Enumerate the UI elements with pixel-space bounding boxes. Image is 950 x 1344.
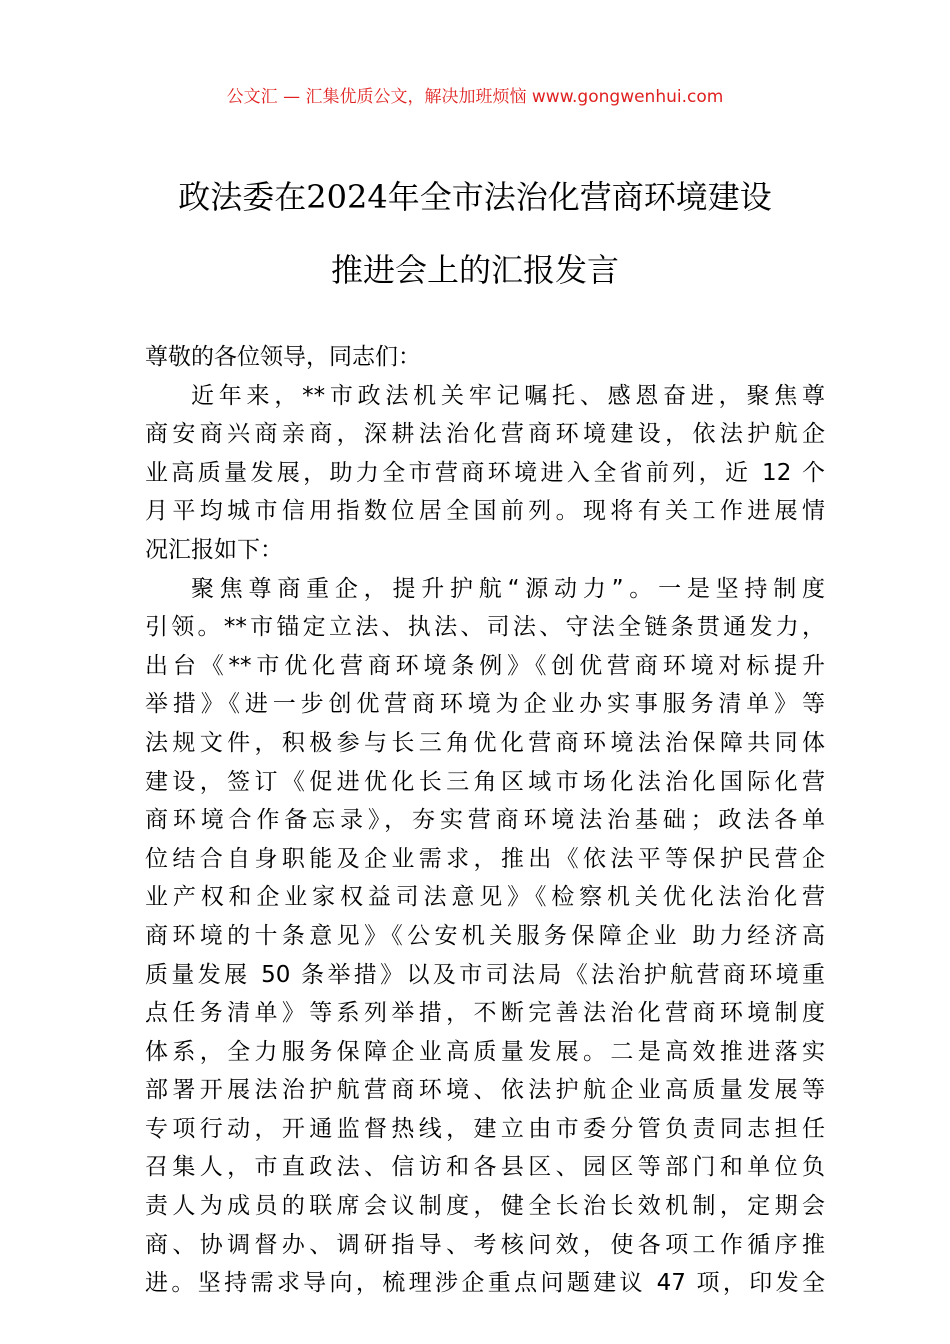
body-line: 商、协调督办、调研指导、考核问效，使各项工作循序推 [145,1231,825,1258]
body-line: 近年来，**市政法机关牢记嘱托、感恩奋进，聚焦尊 [191,382,825,409]
body-line: 举措》《进一步创优营商环境为企业办实事服务清单》等 [145,691,825,718]
body-line: 专项行动，开通监督热线，建立由市委分管负责同志担任 [145,1115,825,1142]
body-line: 进。坚持需求导向，梳理涉企重点问题建议 47 项，印发全 [145,1270,825,1297]
body-line: 点任务清单》等系列举措，不断完善法治化营商环境制度 [145,1000,825,1027]
body-line: 月平均城市信用指数位居全国前列。现将有关工作进展情 [145,498,825,525]
watermark-header: 公文汇 — 汇集优质公文，解决加班烦恼 www.gongwenhui.com [226,87,724,107]
body-line: 业产权和企业家权益司法意见》《检察机关优化法治化营 [145,884,825,911]
body-line: 聚焦尊商重企，提升护航“源动力”。一是坚持制度 [191,575,825,602]
greeting: 尊敬的各位领导，同志们： [145,344,421,370]
document-title-line-2: 推进会上的汇报发言 [330,251,619,289]
body-line: 建设，签订《促进优化长三角区域市场化法治化国际化营 [145,768,825,795]
body-line: 引领。**市锚定立法、执法、司法、守法全链条贯通发力， [145,614,825,641]
body-line: 责人为成员的联席会议制度，健全长治长效机制，定期会 [145,1193,825,1220]
body-line: 商安商兴商亲商，深耕法治化营商环境建设，依法护航企 [145,421,825,448]
document-title-line-1: 政法委在2024年全市法治化营商环境建设 [178,178,772,216]
body-line: 位结合自身职能及企业需求，推出《依法平等保护民营企 [145,845,825,872]
body-line: 出台《**市优化营商环境条例》《创优营商环境对标提升 [145,652,825,679]
document-body [145,338,825,1303]
body-line: 商环境合作备忘录》，夯实营商环境法治基础；政法各单 [145,807,825,834]
body-line: 召集人，市直政法、信访和各县区、园区等部门和单位负 [145,1154,825,1181]
body-line: 质量发展 50 条举措》以及市司法局《法治护航营商环境重 [145,961,825,988]
body-line: 体系，全力服务保障企业高质量发展。二是高效推进落实 [145,1038,825,1065]
body-line: 法规文件，积极参与长三角优化营商环境法治保障共同体 [145,729,825,756]
body-line: 部署开展法治护航营商环境、依法护航企业高质量发展等 [145,1077,825,1104]
body-line: 商环境的十条意见》《公安机关服务保障企业 助力经济高 [145,922,825,949]
body-line: 业高质量发展，助力全市营商环境进入全省前列，近 12 个 [145,459,825,486]
body-line: 况汇报如下： [145,536,283,563]
